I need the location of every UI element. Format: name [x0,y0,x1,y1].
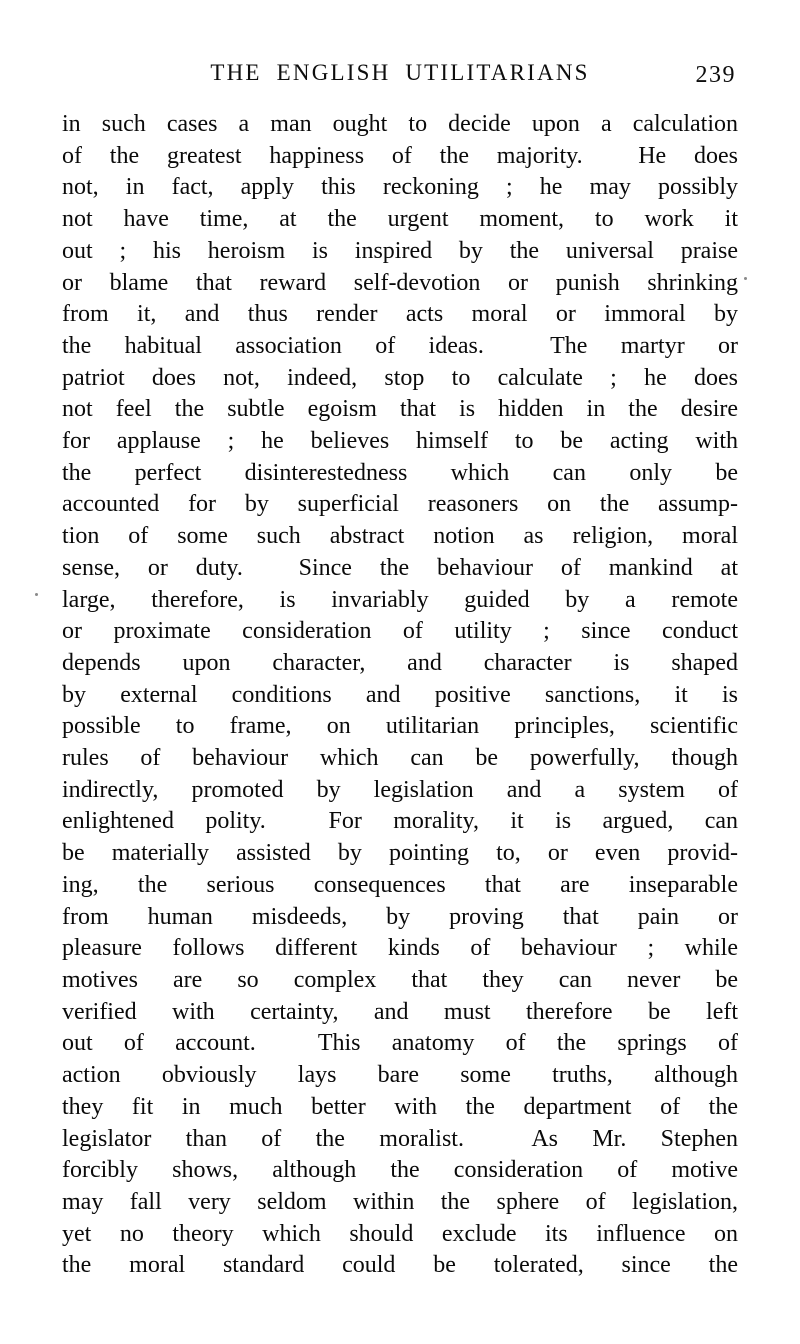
text-line: for applause ; he believes himself to be acting with [62,428,738,455]
text-line: not feel the subtle egoism that is hidden in the desire [62,396,738,423]
text-line: pleasure follows different kinds of behaviour ; while [62,935,738,962]
text-line: possible to frame, on utilitarian principles, scientific [62,713,738,740]
text-line: verified with certainty, and must therefore be left [62,998,738,1025]
text-line: or blame that reward self-devotion or punish shrinking [62,269,738,296]
text-line: motives are so complex that they can never be [62,966,738,993]
text-line: action obviously lays bare some truths, although [62,1062,738,1089]
text-line: sense, or duty. Since the behaviour of mankind at [62,554,738,581]
text-line: accounted for by superficial reasoners on the assump- [62,491,738,518]
text-line: out of account. This anatomy of the springs of [62,1030,738,1057]
text-line: the perfect disinterestedness which can only be [62,459,738,486]
text-line: not, in fact, apply this reckoning ; he may possibly [62,174,738,201]
text-line: depends upon character, and character is shaped [62,649,738,676]
page-header-title: THE ENGLISH UTILITARIANS [210,60,590,85]
text-line: out ; his heroism is inspired by the universal praise [62,237,738,264]
text-line: in such cases a man ought to decide upon a calculation [62,111,738,137]
text-line: by external conditions and positive sanctions, it is [62,681,738,708]
text-line: legislator than of the moralist. As Mr. Stephen [62,1125,738,1152]
text-line: they fit in much better with the department of the [62,1093,738,1120]
text-line: forcibly shows, although the consideration of motive [62,1157,738,1184]
text-line: from human misdeeds, by proving that pain or [62,903,738,930]
text-line: from it, and thus render acts moral or immoral by [62,301,738,328]
text-line: ing, the serious consequences that are inseparable [62,871,738,898]
scan-artifact-dot [35,593,38,596]
text-line: the moral standard could be tolerated, since the [62,1252,738,1279]
text-line: tion of some such abstract notion as religion, moral [62,523,738,550]
scan-artifact-dot [744,277,747,280]
text-line: patriot does not, indeed, stop to calculate ; he does [62,364,738,391]
text-line: indirectly, promoted by legislation and a system of [62,776,738,803]
text-line: enlightened polity. For morality, it is argued, can [62,808,738,835]
text-line: the habitual association of ideas. The martyr or [62,332,738,359]
page-body-text [62,109,738,1282]
text-line: of the greatest happiness of the majority. He does [62,142,738,169]
text-line: be materially assisted by pointing to, or even provid- [62,840,738,867]
running-header [62,58,738,92]
text-line: rules of behaviour which can be powerfully, though [62,745,738,772]
text-line: or proximate consideration of utility ; since conduct [62,618,738,645]
text-line: large, therefore, is invariably guided by a remote [62,586,738,613]
text-line: may fall very seldom within the sphere of legislation, [62,1188,738,1215]
text-line: yet no theory which should exclude its influence on [62,1220,738,1247]
page-number: 239 [695,62,736,88]
text-line: not have time, at the urgent moment, to work it [62,206,738,233]
